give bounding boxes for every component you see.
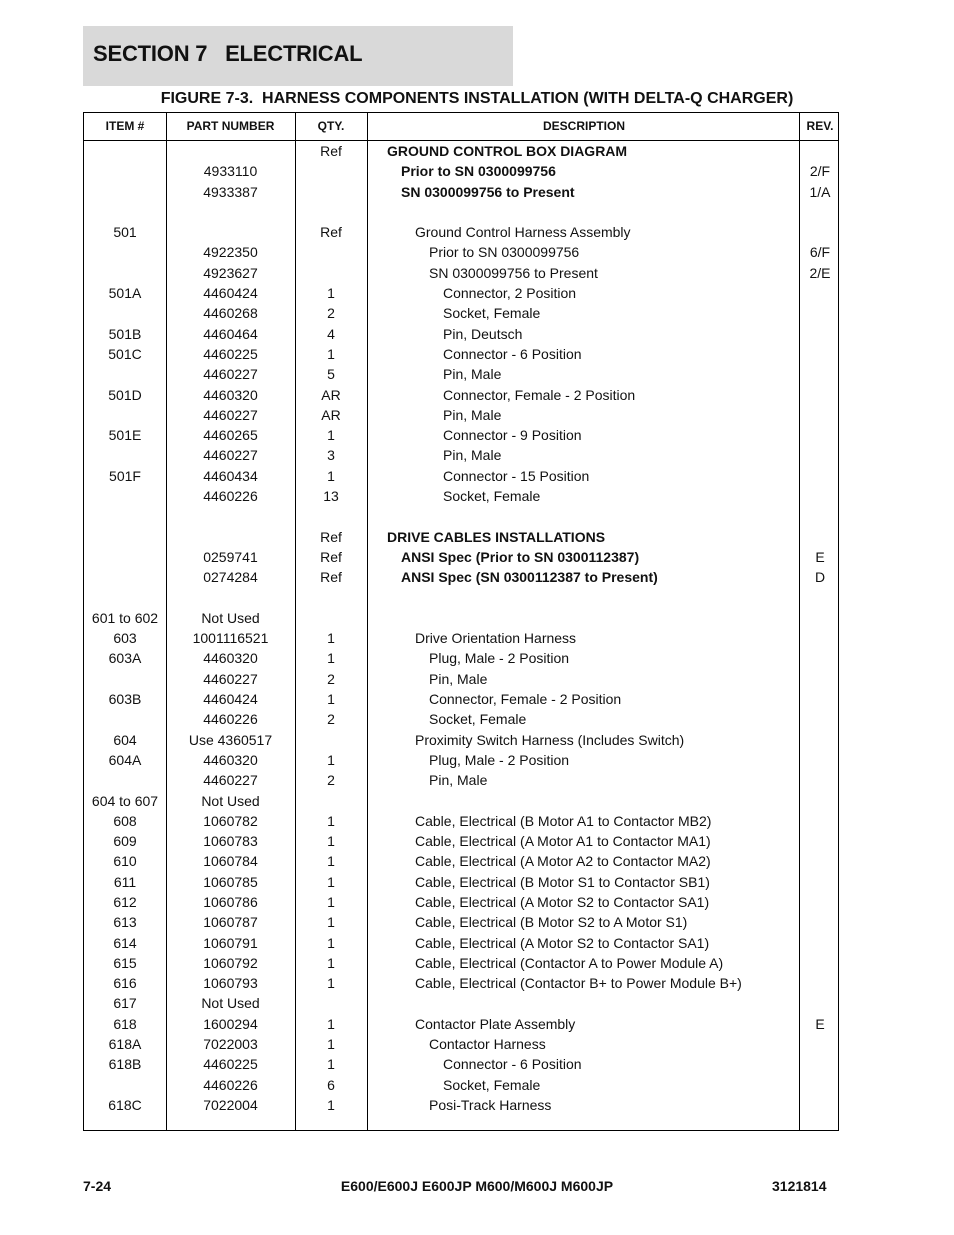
item-number: 618B [108,1056,142,1073]
table-row [84,1095,838,1115]
part-number: 1060782 [203,812,258,829]
table-row [84,324,838,344]
table-row [84,344,838,364]
part-number: 4460226 [203,488,258,505]
table-row [84,1075,838,1095]
part-number: Not Used [201,995,260,1012]
quantity: 1 [327,1015,335,1032]
part-number: 4460225 [203,1056,258,1073]
table-row [84,709,838,729]
quantity: 1 [327,1096,335,1113]
revision: 2/E [809,264,831,281]
quantity: 1 [327,954,335,971]
part-number: 1060791 [203,934,258,951]
item-number: 501C [108,345,142,362]
part-number: 4460227 [203,406,258,423]
table-row [84,242,838,262]
description: Connector, Female - 2 Position [443,386,636,403]
revision: 1/A [809,183,831,200]
quantity: 2 [327,772,335,789]
figure-title: FIGURE 7-3. HARNESS COMPONENTS INSTALLATION (WITH DELTA-Q CHARGER) [160,90,794,107]
table-row [84,1054,838,1074]
description: Ground Control Harness Assembly [415,224,631,241]
part-number: 1060786 [203,893,258,910]
item-number: 609 [113,833,137,850]
item-number: 614 [113,934,137,951]
part-number: 4460225 [203,345,258,362]
table-row [84,851,838,871]
revision: 2/F [809,163,831,180]
quantity: 1 [327,427,335,444]
table-row [84,872,838,892]
part-number: 0259741 [203,548,258,565]
part-number: 4460227 [203,670,258,687]
table-row [84,1034,838,1054]
table-row [84,791,838,811]
table-row [84,486,838,506]
part-number: 0274284 [203,569,258,586]
item-number: 603A [108,650,142,667]
quantity: 4 [327,325,335,342]
quantity: 1 [327,853,335,870]
description: DRIVE CABLES INSTALLATIONS [387,528,606,545]
item-number: 604 [113,731,137,748]
quantity: 1 [327,630,335,647]
revision: E [815,1015,825,1032]
table-row [84,973,838,993]
table-row [84,730,838,750]
quantity: 6 [327,1076,335,1093]
table-row [84,364,838,384]
part-number: 4460320 [203,650,258,667]
description: ANSI Spec (Prior to SN 0300112387) [401,548,640,565]
quantity: 1 [327,812,335,829]
table-row [84,608,838,628]
description: SN 0300099756 to Present [429,264,598,281]
item-number: 617 [113,995,137,1012]
description: Socket, Female [443,305,541,322]
header-qty: QTY. [317,119,345,133]
item-number: 501A [108,285,142,302]
table-row [84,283,838,303]
quantity: 1 [327,467,335,484]
table-row [84,182,838,202]
table-row [84,831,838,851]
table-row [84,141,838,161]
item-number: 501D [108,386,142,403]
description: Pin, Male [429,670,488,687]
quantity: Ref [320,528,342,545]
table-row [84,527,838,547]
part-number: 7022004 [203,1096,258,1113]
quantity: 1 [327,893,335,910]
part-number: 4460226 [203,1076,258,1093]
quantity: 2 [327,711,335,728]
item-number: 611 [113,873,137,890]
revision: 6/F [809,244,831,261]
part-number: 4460265 [203,427,258,444]
item-number: 501 [113,224,137,241]
table-row [84,669,838,689]
description: Connector - 6 Position [443,1056,582,1073]
header-item: ITEM # [105,119,145,133]
description: Cable, Electrical (Contactor B+ to Power Module B+) [415,975,742,992]
table-row [84,953,838,973]
description: Cable, Electrical (A Motor A1 to Contactor MA1) [415,833,711,850]
quantity: Ref [320,569,342,586]
quantity: 1 [327,751,335,768]
quantity: Ref [320,548,342,565]
description: Cable, Electrical (B Motor S2 to A Motor S1) [415,914,688,931]
quantity: Ref [320,143,342,159]
quantity: 1 [327,691,335,708]
description: Contactor Plate Assembly [415,1015,576,1032]
quantity: AR [321,386,341,403]
part-number: 4933110 [203,163,258,180]
table-row [84,466,838,486]
table-row [84,405,838,425]
description: Cable, Electrical (A Motor S2 to Contactor SA1) [415,893,710,910]
quantity: 1 [327,1056,335,1073]
revision: E [815,548,825,565]
table-row [84,811,838,831]
part-number: 4922350 [203,244,258,261]
table-body [84,141,838,1115]
part-number: 1060787 [203,914,258,931]
header-rev: REV. [806,119,834,133]
description: Plug, Male - 2 Position [429,751,570,768]
revision: D [814,569,826,586]
table-row [84,567,838,587]
item-number: 613 [113,914,137,931]
quantity: 1 [327,975,335,992]
item-number: 610 [113,853,137,870]
footer-page-number: 7-24 [83,1178,112,1194]
description: Plug, Male - 2 Position [429,650,570,667]
table-row [84,628,838,648]
section-title: SECTION 7 ELECTRICAL [93,41,363,66]
quantity: 3 [327,447,335,464]
part-number: 4923627 [203,264,258,281]
table-row [84,547,838,567]
part-number: 4460424 [203,285,258,302]
item-number: 604A [108,751,142,768]
quantity: 1 [327,873,335,890]
description: Prior to SN 0300099756 [429,244,580,261]
header-part-number: PART NUMBER [186,119,275,133]
item-number: 618C [108,1096,142,1113]
quantity: 1 [327,934,335,951]
section-header-band [83,26,513,86]
part-number: 1001116521 [192,630,269,647]
description: GROUND CONTROL BOX DIAGRAM [387,143,628,159]
quantity: 1 [327,345,335,362]
description: Cable, Electrical (B Motor S1 to Contactor SB1) [415,873,710,890]
description: Contactor Harness [429,1036,546,1053]
description: Drive Orientation Harness [415,630,577,647]
description: Pin, Male [443,406,502,423]
table-row [84,161,838,181]
part-number: 4460227 [203,772,258,789]
item-number: 618A [108,1036,142,1053]
part-number: Not Used [201,609,260,626]
parts-table [83,112,839,1131]
item-number: 501E [108,427,142,444]
table-row [84,303,838,323]
description: Pin, Male [443,366,502,383]
description: Socket, Female [429,711,527,728]
part-number: 4460320 [203,386,258,403]
item-number: 618 [113,1015,137,1032]
description: Cable, Electrical (A Motor S2 to Contactor SA1) [415,934,710,951]
quantity: 5 [327,366,335,383]
description: Cable, Electrical (B Motor A1 to Contactor MB2) [415,812,712,829]
table-row [84,425,838,445]
part-number: 1060793 [203,975,258,992]
table-row [84,588,838,608]
item-number: 604 to 607 [91,792,159,809]
description: Socket, Female [443,1076,541,1093]
quantity: Ref [320,224,342,241]
header-description: DESCRIPTION [542,119,625,133]
part-number: 4460268 [203,305,258,322]
table-row [84,750,838,770]
description: Connector - 6 Position [443,345,582,362]
table-row [84,770,838,790]
table-row [84,202,838,222]
table-row [84,263,838,283]
part-number: Not Used [201,792,260,809]
table-row [84,506,838,526]
table-row [84,445,838,465]
part-number: 4460227 [203,447,258,464]
description: Posi-Track Harness [429,1096,552,1113]
part-number: 4460320 [203,751,258,768]
description: Connector - 15 Position [443,467,590,484]
footer-models: E600/E600J E600JP M600/M600J M600JP [340,1178,614,1194]
table-row [84,933,838,953]
description: Connector - 9 Position [443,427,582,444]
table-row [84,385,838,405]
part-number: 1060783 [203,833,258,850]
part-number: 1600294 [203,1015,258,1032]
table-row [84,648,838,668]
table-row [84,1014,838,1034]
description: Cable, Electrical (Contactor A to Power Module A) [415,954,724,971]
part-number: 1060785 [203,873,258,890]
item-number: 603B [108,691,142,708]
description: Pin, Male [443,447,502,464]
part-number: 4460424 [203,691,258,708]
description: Connector, Female - 2 Position [429,691,622,708]
part-number: 7022003 [203,1036,258,1053]
part-number: 4460434 [203,467,258,484]
quantity: 1 [327,1036,335,1053]
item-number: 501B [108,325,142,342]
table-header [84,113,838,141]
quantity: 1 [327,650,335,667]
description: Proximity Switch Harness (Includes Switch) [415,731,685,748]
description: Connector, 2 Position [443,285,577,302]
part-number: 1060792 [203,954,258,971]
description: ANSI Spec (SN 0300112387 to Present) [401,569,658,586]
description: Prior to SN 0300099756 [401,163,556,180]
table-row [84,912,838,932]
quantity: 2 [327,305,335,322]
quantity: 13 [323,488,339,505]
footer-doc-number: 3121814 [772,1178,827,1194]
quantity: AR [321,406,341,423]
description: Pin, Deutsch [443,325,523,342]
part-number: 4460227 [203,366,258,383]
item-number: 608 [113,812,137,829]
part-number: 4460464 [203,325,258,342]
part-number: 1060784 [203,853,258,870]
part-number: 4460226 [203,711,258,728]
item-number: 612 [113,893,137,910]
item-number: 616 [113,975,137,992]
table-row [84,689,838,709]
part-number: Use 4360517 [188,731,273,748]
part-number: 4933387 [203,183,258,200]
item-number: 501F [109,467,141,484]
quantity: 1 [327,833,335,850]
quantity: 1 [327,914,335,931]
quantity: 2 [327,670,335,687]
description: Socket, Female [443,488,541,505]
item-number: 615 [113,954,137,971]
description: SN 0300099756 to Present [401,183,575,200]
quantity: 1 [327,285,335,302]
description: Cable, Electrical (A Motor A2 to Contactor MA2) [415,853,711,870]
table-row [84,993,838,1013]
item-number: 601 to 602 [91,609,159,626]
item-number: 603 [113,630,137,647]
table-row [84,222,838,242]
description: Pin, Male [429,772,488,789]
table-row [84,892,838,912]
